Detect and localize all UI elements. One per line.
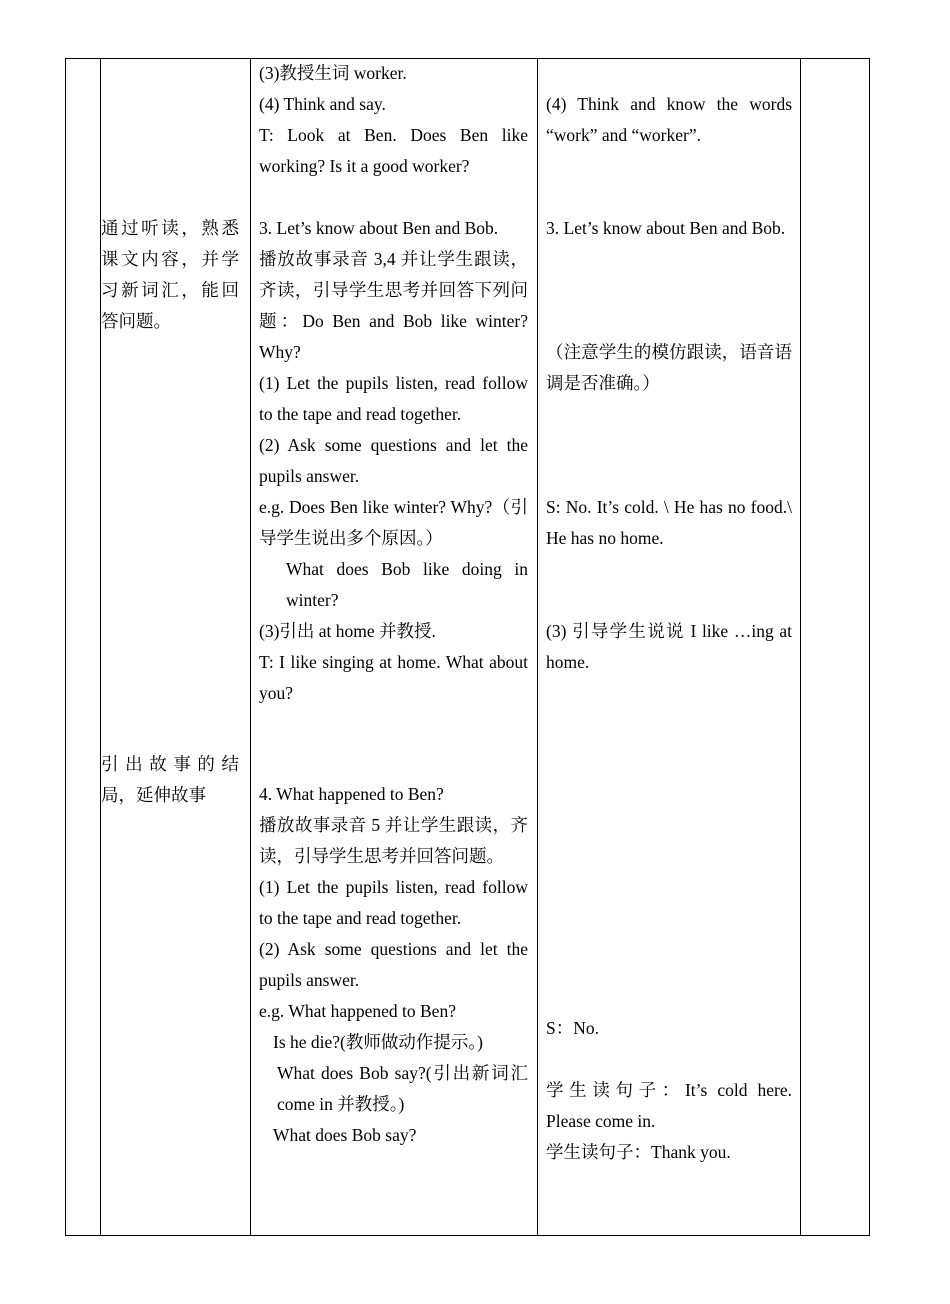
teacher-line: 播放故事录音 5 并让学生跟读，齐读，引导学生思考并回答问题。 xyxy=(259,815,528,866)
teacher-line: (2) Ask some questions and let the pupils answer. xyxy=(259,939,528,990)
teacher-line: e.g. What happened to Ben? xyxy=(259,1001,456,1021)
table-border-left xyxy=(65,58,66,1236)
student-line: 学生读句子：It’s cold here. Please come in. xyxy=(546,1080,792,1131)
table-bottom-border xyxy=(65,1235,870,1236)
student-line: （注意学生的模仿跟读，语音语调是否准确。） xyxy=(546,342,792,393)
column-divider-3 xyxy=(537,58,538,1236)
teacher-line: 3. Let’s know about Ben and Bob. xyxy=(259,218,499,238)
teacher-line: (3)引出 at home 并教授. xyxy=(259,621,436,641)
student-line: 3. Let’s know about Ben and Bob. xyxy=(546,218,786,238)
teacher-activity-column xyxy=(259,58,528,1151)
student-activity-column xyxy=(546,58,792,1168)
student-line: 学生读句子：Thank you. xyxy=(546,1142,731,1162)
student-line: S: No. It’s cold. \ He has no food.\ He has no home. xyxy=(546,497,792,548)
teacher-line: What does Bob say? xyxy=(273,1125,417,1145)
teacher-line: (4) Think and say. xyxy=(259,94,386,114)
student-line: (3) 引导学生说说 I like …ing at home. xyxy=(546,621,792,672)
teacher-line: T: I like singing at home. What about you? xyxy=(259,652,528,703)
column-divider-4 xyxy=(800,58,801,1236)
table-border-right xyxy=(869,58,870,1236)
teacher-line: e.g. Does Ben like winter? Why?（引导学生说出多个原因。） xyxy=(259,497,528,548)
teacher-line: (3)教授生词 worker. xyxy=(259,63,407,83)
goal-column xyxy=(101,58,239,811)
teacher-line: T: Look at Ben. Does Ben like working? Is it a good worker? xyxy=(259,125,528,176)
teacher-line: 播放故事录音 3,4 并让学生跟读，齐读，引导学生思考并回答下列问题：Do Ben and Bob like winter? Why? xyxy=(259,249,528,362)
student-line: S：No. xyxy=(546,1018,599,1038)
goal-text-2: 引出故事的结局，延伸故事 xyxy=(101,754,239,805)
teacher-line: (2) Ask some questions and let the pupils answer. xyxy=(259,435,528,486)
student-line: (4) Think and know the words “work” and “worker”. xyxy=(546,94,792,145)
teacher-line: (1) Let the pupils listen, read follow to the tape and read together. xyxy=(259,373,528,424)
teacher-line: 4. What happened to Ben? xyxy=(259,784,444,804)
teacher-line: (1) Let the pupils listen, read follow to the tape and read together. xyxy=(259,877,528,928)
teacher-line: What does Bob say?(引出新词汇 come in 并教授。) xyxy=(277,1063,528,1114)
teacher-line: Is he die?(教师做动作提示。) xyxy=(273,1032,483,1052)
goal-text-1: 通过听读，熟悉课文内容，并学习新词汇，能回答问题。 xyxy=(101,218,239,331)
column-divider-2 xyxy=(250,58,251,1236)
teacher-line: What does Bob like doing in winter? xyxy=(286,559,528,610)
